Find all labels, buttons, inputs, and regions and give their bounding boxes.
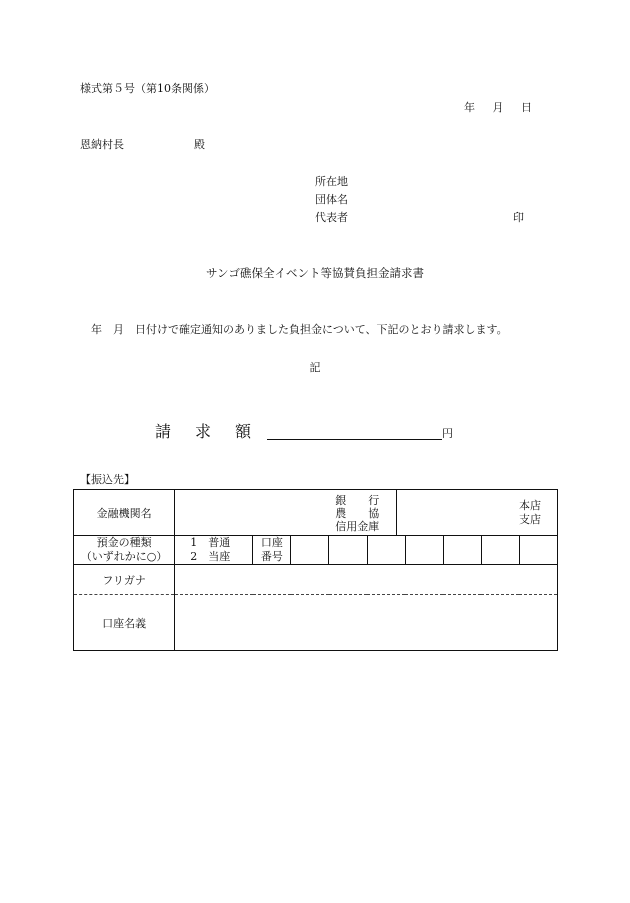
date-day: 日 xyxy=(521,101,532,114)
request-amount xyxy=(155,424,453,440)
deposit-type-label xyxy=(74,536,175,565)
institution-divider xyxy=(396,490,397,535)
account-number-label xyxy=(253,536,291,565)
furigana-row xyxy=(74,565,558,595)
date-year: 年 xyxy=(464,101,475,114)
deposit-option-current[interactable]: 2 当座 xyxy=(190,550,231,563)
institution-type-bank: 銀 行 xyxy=(335,494,380,507)
document-title: サンゴ礁保全イベント等協賛負担金請求書 xyxy=(206,266,424,280)
amount-char: 請 xyxy=(155,422,172,441)
date-month: 月 xyxy=(492,101,504,114)
institution-type-agri: 農 協 xyxy=(335,507,380,520)
addressee xyxy=(80,139,205,150)
seal-mark: 印 xyxy=(513,211,524,224)
institution-type-list xyxy=(335,494,379,533)
transfer-section-label: 【振込先】 xyxy=(80,473,135,486)
deposit-row xyxy=(74,536,558,565)
addressee-honorific: 殿 xyxy=(194,138,205,151)
amount-label xyxy=(155,422,275,441)
amount-field-line[interactable] xyxy=(267,425,442,440)
request-statement: 年 月 日付けで確定通知のありました負担金について、下記のとおり請求します。 xyxy=(91,323,508,336)
account-holder-field[interactable] xyxy=(175,595,558,651)
amount-char: 額 xyxy=(235,422,252,441)
account-holder-label: 口座名義 xyxy=(74,595,175,651)
branch-type-branch: 支店 xyxy=(519,513,541,526)
location-label: 所在地 xyxy=(315,175,348,188)
account-digit-box[interactable] xyxy=(329,536,367,565)
account-number-label-top: 口座 xyxy=(260,536,283,549)
addressee-name: 恩納村長 xyxy=(80,138,124,151)
account-digit-box[interactable] xyxy=(481,536,519,565)
branch-type-main: 本店 xyxy=(519,499,541,512)
account-holder-row xyxy=(74,595,558,651)
yen-unit: 円 xyxy=(442,427,454,440)
institution-type-credit: 信用金庫 xyxy=(335,520,380,533)
account-digit-box[interactable] xyxy=(405,536,443,565)
deposit-option-ordinary[interactable]: 1 普通 xyxy=(190,536,231,549)
institution-label: 金融機関名 xyxy=(74,490,175,536)
institution-field[interactable] xyxy=(175,490,558,536)
group-name-label: 団体名 xyxy=(315,193,348,206)
deposit-type-label-note: （いずれかに○） xyxy=(80,550,168,563)
account-digit-box[interactable] xyxy=(443,536,481,565)
account-digit-box[interactable] xyxy=(367,536,405,565)
ki-heading: 記 xyxy=(309,361,321,374)
account-digit-box[interactable] xyxy=(519,536,557,565)
bank-transfer-table xyxy=(73,489,558,651)
branch-type-list xyxy=(519,499,541,527)
furigana-label: フリガナ xyxy=(74,565,175,595)
deposit-type-label-main: 預金の種類 xyxy=(96,536,152,549)
account-digit-box[interactable] xyxy=(291,536,329,565)
date-line xyxy=(464,102,532,113)
amount-char: 求 xyxy=(195,422,212,441)
account-number-label-bottom: 番号 xyxy=(260,550,283,563)
form-number: 様式第５号（第10条関係） xyxy=(80,82,215,95)
furigana-field[interactable] xyxy=(175,565,558,595)
institution-row xyxy=(74,490,558,536)
applicant-block xyxy=(315,176,348,230)
representative-label: 代表者 xyxy=(315,211,348,224)
deposit-type-options[interactable] xyxy=(175,536,253,565)
